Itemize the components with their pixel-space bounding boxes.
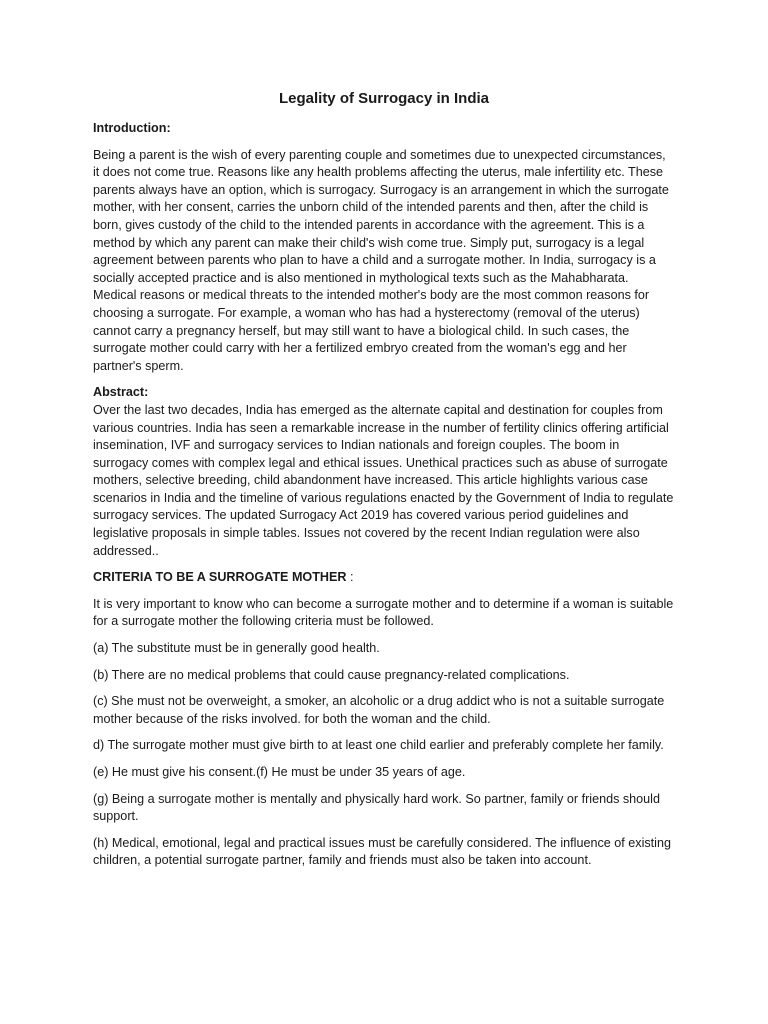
criteria-item-d: d) The surrogate mother must give birth to at least one child earlier and preferably complete her family. <box>93 738 664 753</box>
criteria-item-a: (a) The substitute must be in generally good health. <box>93 641 380 656</box>
criteria-intro-paragraph: It is very important to know who can become a surrogate mother and to determine if a woman is suitable for a surrogate mother the following criteria must be followed. <box>93 596 674 629</box>
criteria-heading <box>93 569 675 587</box>
introduction-paragraph: Being a parent is the wish of every parenting couple and sometimes due to unexpected circumstances, it does not come true. Reasons like any health problems affecting the uterus, male infertility etc. These parents always have an option, which is surrogacy. Surrogacy is an arrangement in which the surrogate mother, with her consent, carries the unborn child of the intended parents and then, after the child is born, gives custody of the child to the intended parents in accordance with the agreement. This is a method by which any parent can make their child's wish come true. Simply put, surrogacy is a legal agreement between parents who plan to have a child and a surrogate mother. In India, surrogacy is a socially accepted practice and is also mentioned in mythological texts such as the Mahabharata. Medical reasons or medical threats to the intended mother's body are the most common reasons for choosing a surrogate. For example, a woman who has had a hysterectomy (removal of the uterus) cannot carry a pregnancy herself, but may still want to have a biological child. In such cases, the surrogate mother could carry with her a fertilized embryo created from the woman's egg and her partner's sperm. <box>93 147 669 373</box>
document-page <box>93 89 675 879</box>
abstract-heading: Abstract: <box>93 385 149 400</box>
criteria-item-h: (h) Medical, emotional, legal and practical issues must be carefully considered. The influence of existing children, a potential surrogate partner, family and friends must also be taken into account. <box>93 835 671 868</box>
abstract-paragraph: Over the last two decades, India has emerged as the alternate capital and destination for couples from various countries. India has seen a remarkable increase in the number of fertility clinics offering artificial insemination, IVF and surrogacy services to Indian nationals and foreign couples. The boom in surrogacy comes with complex legal and ethical issues. Unethical practices such as abuse of surrogate mothers, selective breeding, child abandonment have increased. This article highlights various case scenarios in India and the timeline of various regulations enacted by the Government of India to regulate surrogacy services. The updated Surrogacy Act 2019 has covered various period guidelines and legislative proposals in simple tables. Issues not covered by the recent Indian regulation were also addressed.. <box>93 402 674 558</box>
criteria-heading-text: CRITERIA TO BE A SURROGATE MOTHER <box>93 570 347 585</box>
criteria-heading-suffix: : <box>346 570 354 585</box>
criteria-item-g: (g) Being a surrogate mother is mentally and physically hard work. So partner, family or friends should support. <box>93 791 660 824</box>
criteria-item-e-f: (e) He must give his consent.(f) He must be under 35 years of age. <box>93 765 466 779</box>
criteria-item-b: (b) There are no medical problems that could cause pregnancy-related complications. <box>93 667 570 682</box>
introduction-heading: Introduction: <box>93 121 171 135</box>
criteria-item-c: (c) She must not be overweight, a smoker, an alcoholic or a drug addict who is not a suitable surrogate mother because of the risks involved. for both the woman and the child. <box>93 694 665 726</box>
document-title: Legality of Surrogacy in India <box>278 90 490 107</box>
